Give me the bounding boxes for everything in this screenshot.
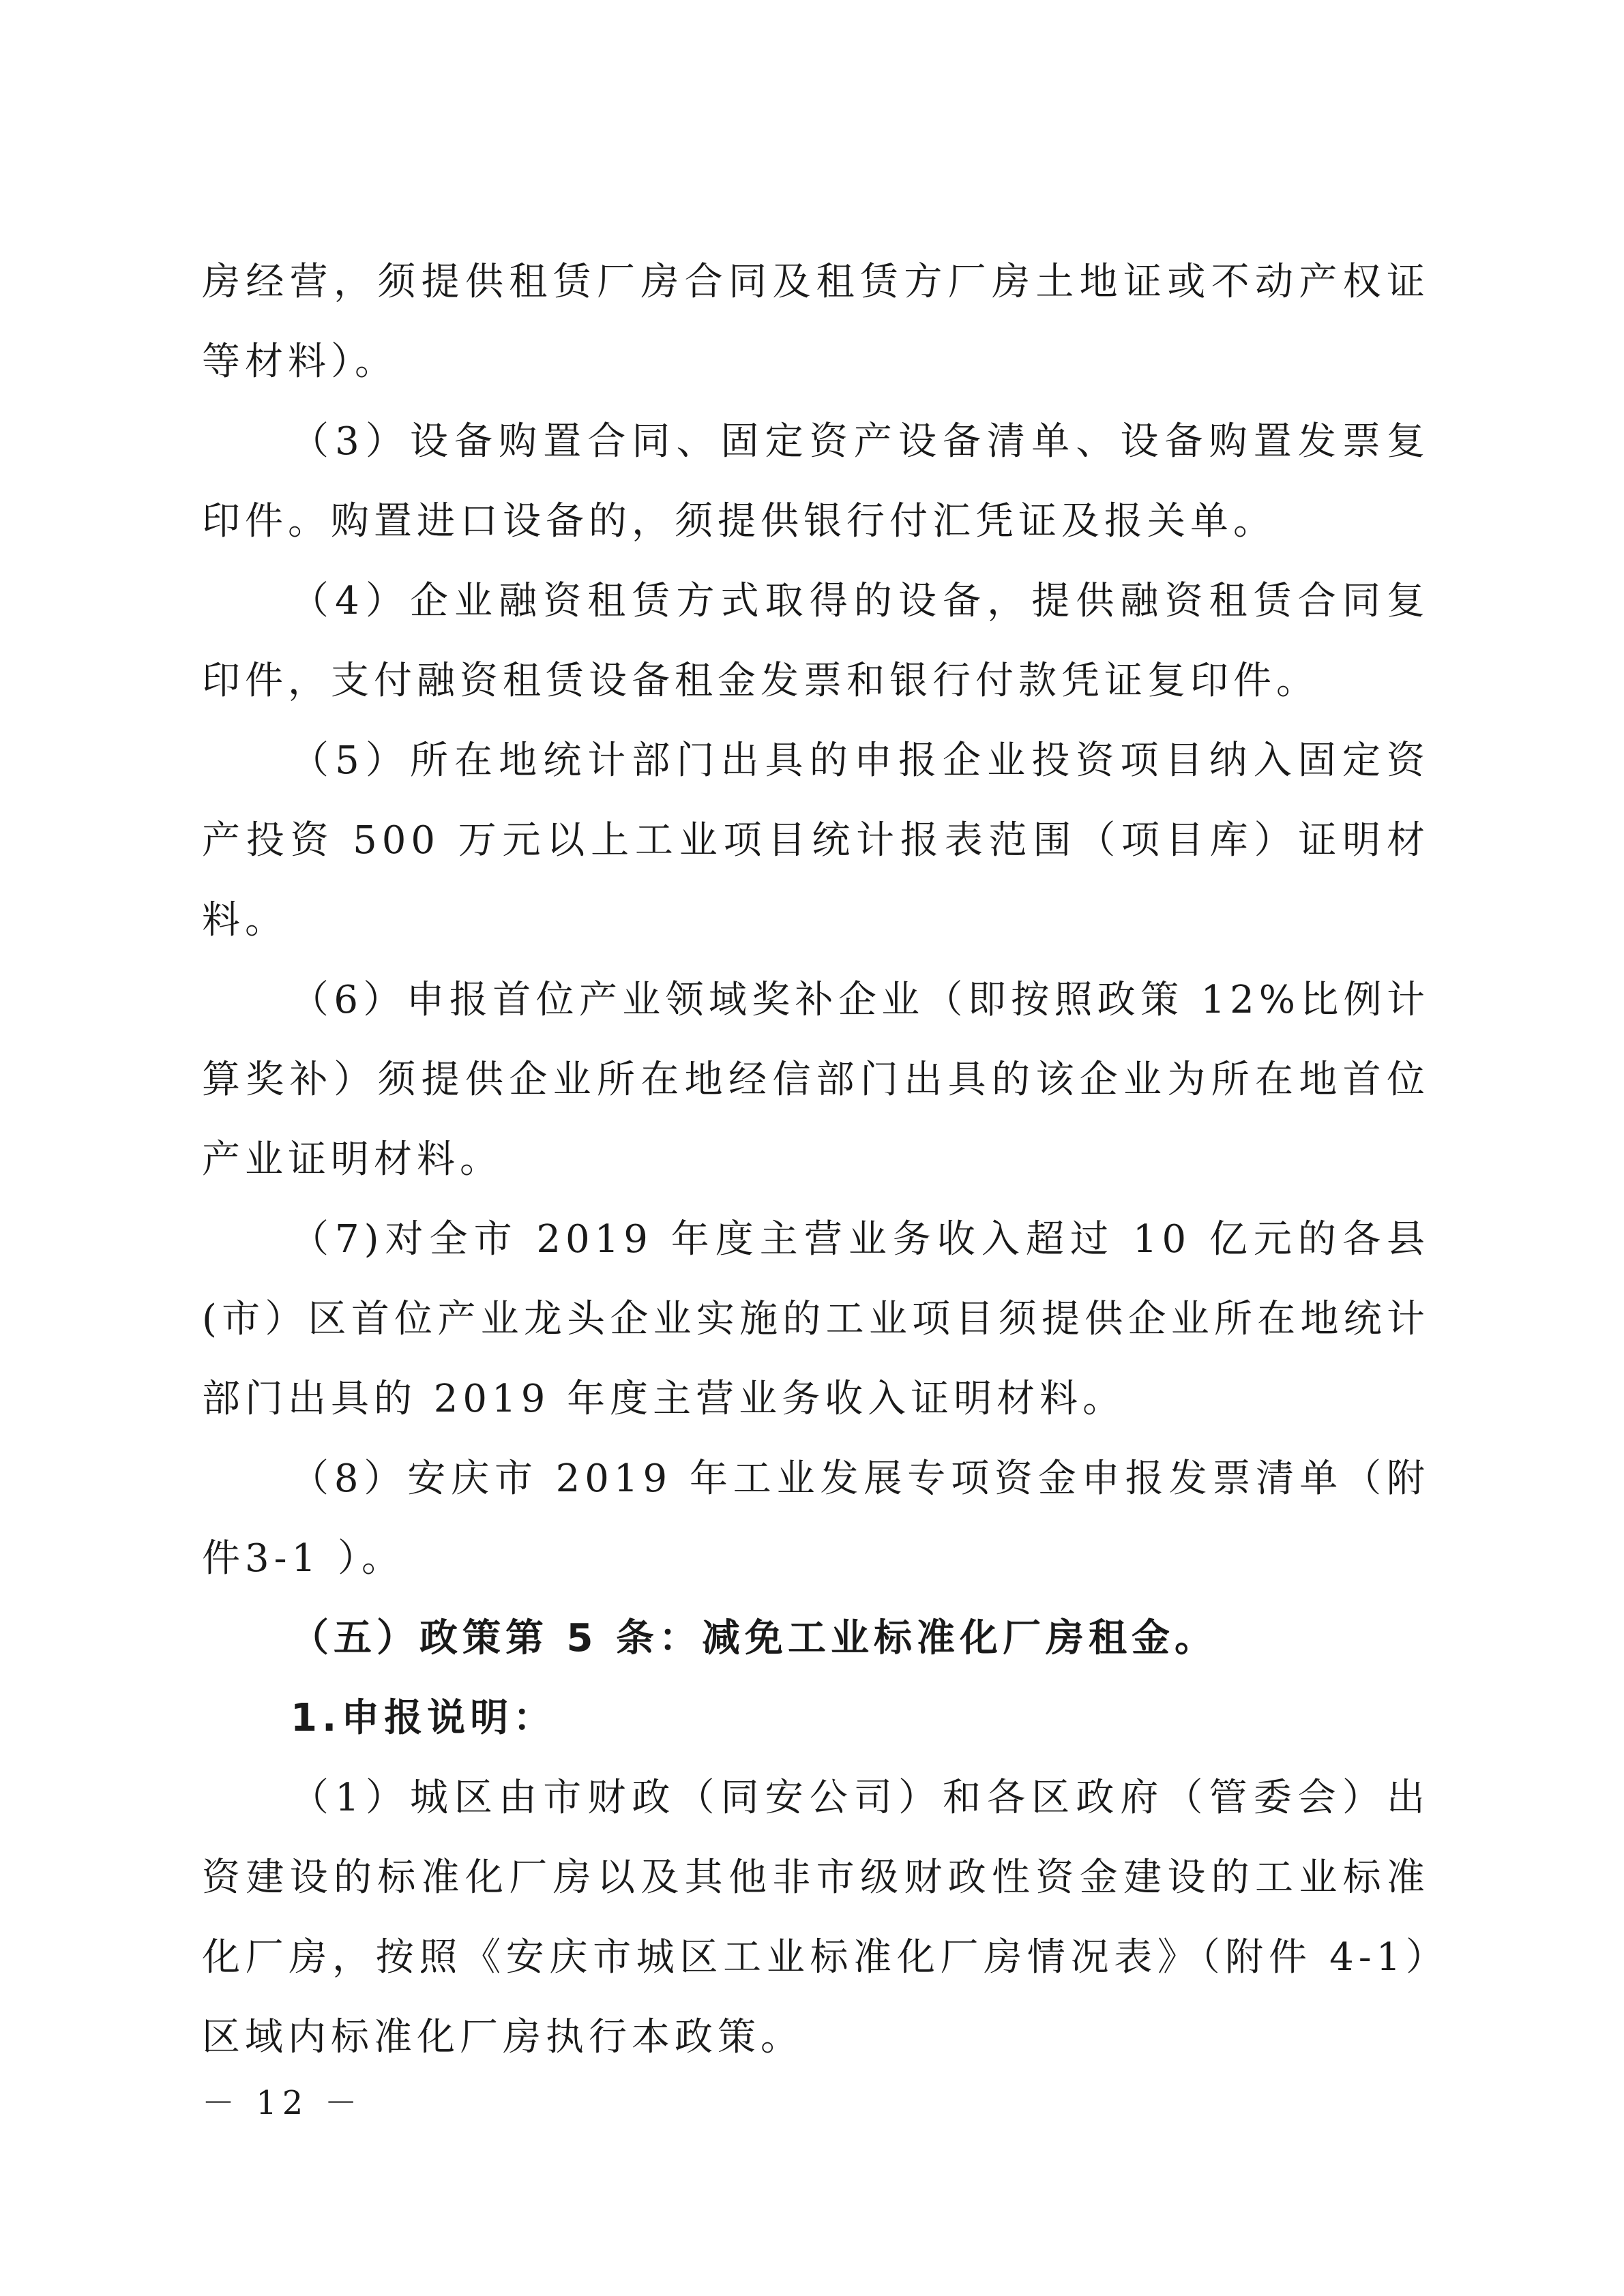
paragraph-item-4: （4）企业融资租赁方式取得的设备，提供融资租赁合同复印件，支付融资租赁设备租金发票和银行付款凭证复印件。	[202, 579, 1430, 703]
paragraph-item-6: （6）申报首位产业领域奖补企业（即按照政策 12%比例计算奖补）须提供企业所在地经信部门出具的该企业为所在地首位产业证明材料。	[202, 978, 1430, 1182]
section-heading-policy-5: （五）政策第 5 条：减免工业标准化厂房租金。	[291, 1616, 1217, 1660]
paragraph-item-3: （3）设备购置合同、固定资产设备清单、设备购置发票复印件。购置进口设备的，须提供银行付汇凭证及报关单。	[202, 419, 1430, 543]
paragraph-item-7: （7)对全市 2019 年度主营业务收入超过 10 亿元的各县(市）区首位产业龙头企业实施的工业项目须提供企业所在地统计部门出具的 2019 年度主营业务收入证明材料。	[202, 1217, 1430, 1421]
subsection-heading-declaration: 1.申报说明：	[291, 1696, 557, 1740]
page-number: － 12 －	[202, 2084, 363, 2122]
paragraph-continuation: 房经营，须提供租赁厂房合同及租赁方厂房土地证或不动产权证等材料）。	[202, 260, 1430, 384]
paragraph-item-5: （5）所在地统计部门出具的申报企业投资项目纳入固定资产投资 500 万元以上工业项目统计报表范围（项目库）证明材料。	[202, 739, 1430, 942]
paragraph-item-8: （8）安庆市 2019 年工业发展专项资金申报发票清单（附件3-1 ）。	[202, 1457, 1430, 1581]
paragraph-item-1: （1）城区由市财政（同安公司）和各区政府（管委会）出资建设的标准化厂房以及其他非市级财政性资金建设的工业标准化厂房，按照《安庆市城区工业标准化厂房情况表》（附件 4-1）区域内标准化厂房执行本政策。	[202, 1776, 1430, 2059]
document-body	[202, 242, 1430, 2077]
